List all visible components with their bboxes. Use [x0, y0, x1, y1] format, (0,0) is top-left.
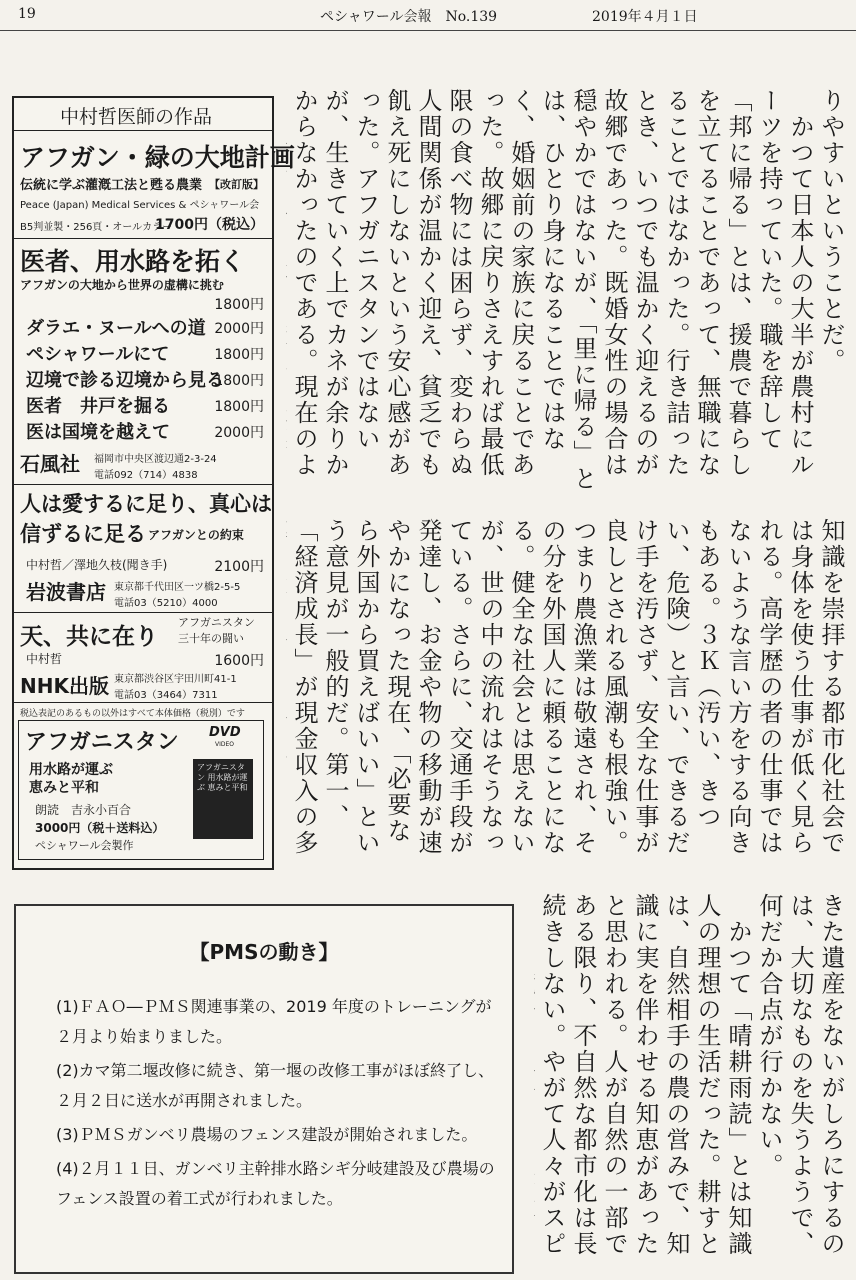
- dvd-subtitle: 恵みと平和: [29, 780, 99, 796]
- dvd-subtitle: 用水路が運ぶ: [29, 762, 113, 778]
- publisher-address: 福岡市中央区渡辺通2-3-24: [94, 454, 217, 465]
- book-price: 2100円: [214, 559, 264, 575]
- article-column-top-left: [286, 518, 846, 863]
- publisher-tel: 電話03（3464）7311: [114, 690, 218, 701]
- header-rule: [0, 30, 856, 31]
- book-title: ダラエ・ヌールへの道: [26, 318, 206, 339]
- paragraph: 知識を崇拝する都市化社会では身体を使う仕事が低く見られる。高学歴の者の仕事ではないような言い方をする向きもある。３Ｋ（汚い、きつい、危険）と言い、できるだけ手を汚さず、安全な仕事が良しとされる風潮も根強い。つまり農漁業は敬遠され、その分を外国人に頼ることになる。健全な社会とは思えないが、世の中の流れはそうなっている。さらに、交通手段が発達し、お金や物の移動が速やかになった現在、「必要なら外国から買えばいい」という意見が一般的だ。第一、「経済成長」が現金収入の多: [290, 518, 845, 856]
- dvd-narrator: 朗読 吉永小百合: [35, 803, 132, 817]
- divider: [14, 238, 272, 239]
- pms-title: 【PMSの動き】: [189, 940, 339, 964]
- dvd-price: 3000円（税＋送料込）: [35, 821, 165, 835]
- book-price: 1800円: [214, 347, 264, 363]
- list-item: (3)ＰＭＳガンベリ農場のフェンス建設が開始されました。: [56, 1125, 478, 1144]
- publisher-tel: 電話03（5210）4000: [114, 598, 218, 609]
- book-price: 1800円: [214, 373, 264, 389]
- pms-news-box: [14, 904, 514, 1274]
- paragraph: かつて「晴耕雨読」とは知識人の理想の生活だった。耕すとは、自然相手の農の営みで、知識に実を伴わせる知恵があったと思われる。人が自然の一部である限り、不自然な都市化は長続きしない。やがて人々がスピ: [538, 893, 752, 1257]
- edition-badge: 【改訂版】: [209, 178, 264, 191]
- publication-title: ペシャワール会報 No.139: [320, 9, 498, 25]
- book-price: 2000円: [214, 425, 264, 441]
- book-authors: 中村哲／澤地久枝(聞き手): [26, 558, 168, 572]
- publisher-name: 岩波書店: [26, 580, 106, 604]
- paragraph: かつて日本人の大半が農村にルーツを持っていた。職を辞して「邦に帰る」とは、援農で暮らしを立てることであって、無職になることではなかった。行き詰ったとき、いつでも温かく迎えるのが故郷であった。既婚女性の場合は穏やかではないが、「里に帰る」とは、ひとり身になることではなく、婚姻前の家族に戻ることであった。故郷に戻りさえすれば最低限の食べ物には困らず、変わらぬ人間関係が温かく迎え、貧乏でも飢え死にしないという安心感があった。アフガニスタンではないが、生きていく上でカネが余りかからなかったのである。現在のよ: [290, 88, 814, 492]
- book-price: 1800円: [214, 399, 264, 415]
- publisher-name: NHK出版: [20, 674, 109, 698]
- paragraph: りやすいということだ。: [817, 88, 845, 374]
- book-subtitle: アフガニスタン: [178, 616, 255, 629]
- dvd-badge-sub: VIDEO: [215, 741, 235, 748]
- book-title: 天、共に在り: [20, 623, 158, 650]
- dvd-cover-image: アフガニスタン 用水路が運ぶ 恵みと平和: [193, 759, 253, 839]
- book-title: 信ずるに足る: [20, 521, 146, 546]
- divider: [14, 130, 272, 131]
- book-title: 辺境で診る辺境から見る: [26, 370, 224, 391]
- publisher-name: 石風社: [20, 452, 80, 476]
- list-item: (2)カマ第二堰改修に続き、第一堰の改修工事がほぼ終了し、２月２日に送水が再開されました。: [56, 1061, 495, 1110]
- book-subtitle: 伝統に学ぶ灌漑工法と甦る農業: [20, 178, 203, 193]
- book-price: 1800円: [214, 297, 264, 313]
- dvd-badge: DVD: [209, 725, 241, 740]
- pms-item-list: [56, 992, 502, 1218]
- divider: [14, 484, 272, 485]
- issue-date: 2019年４月１日: [592, 9, 698, 25]
- divider: [14, 612, 272, 613]
- publisher-tel: 電話092（714）4838: [94, 470, 198, 481]
- book-title: 医は国境を越えて: [26, 422, 170, 443]
- book-subtitle: アフガンとの約束: [148, 528, 244, 542]
- book-spec: B5判並製・256頁・オールカラー: [20, 222, 173, 233]
- book-subtitle: 三十年の闘い: [178, 632, 244, 645]
- divider: [14, 702, 272, 703]
- book-title: 医者、用水路を拓く: [20, 247, 246, 276]
- book-advertisement: [12, 96, 295, 870]
- list-item: (1)ＦＡＯ―ＰＭＳ関連事業の、2019 年度のトレーニングが２月より始まりました。: [56, 997, 492, 1046]
- book-price: 2000円: [214, 321, 264, 337]
- tax-note: 税込表記のあるもの以外はすべて本体価格（税別）です: [20, 709, 245, 719]
- ad-heading: 中村哲医師の作品: [60, 106, 213, 128]
- book-price: 1600円: [214, 653, 264, 669]
- paragraph: きた遺産をないがしろにするのは、大切なものを失うようで、何だか合点が行かない。: [755, 893, 845, 1257]
- book-publisher: Peace (Japan) Medical Services & ペシャワール会: [20, 200, 260, 211]
- book-subtitle: アフガンの大地から世界の虚構に挑む: [20, 278, 224, 292]
- article-column-top-right: [286, 88, 846, 493]
- book-title: 人は愛するに足り、真心は: [20, 491, 272, 516]
- book-title: ペシャワールにて: [26, 344, 170, 365]
- dvd-producer: ペシャワール会製作: [35, 839, 134, 852]
- page-number: 19: [18, 6, 36, 22]
- article-column-bottom: [534, 893, 846, 1273]
- book-title: 医者 井戸を掘る: [26, 396, 170, 417]
- book-price: 1700円（税込）: [155, 217, 264, 233]
- dvd-advertisement: [18, 720, 264, 860]
- list-item: (4)２月１１日、ガンベリ主幹排水路シギ分岐建設及び農場のフェンス設置の着工式が行われました。: [56, 1159, 495, 1208]
- book-title: アフガン・緑の大地計画: [20, 143, 295, 172]
- dvd-title: アフガニスタン: [25, 729, 179, 755]
- publisher-address: 東京都千代田区一ツ橋2-5-5: [114, 582, 241, 593]
- book-author: 中村哲: [26, 652, 63, 666]
- publisher-address: 東京都渋谷区宇田川町41-1: [114, 674, 237, 685]
